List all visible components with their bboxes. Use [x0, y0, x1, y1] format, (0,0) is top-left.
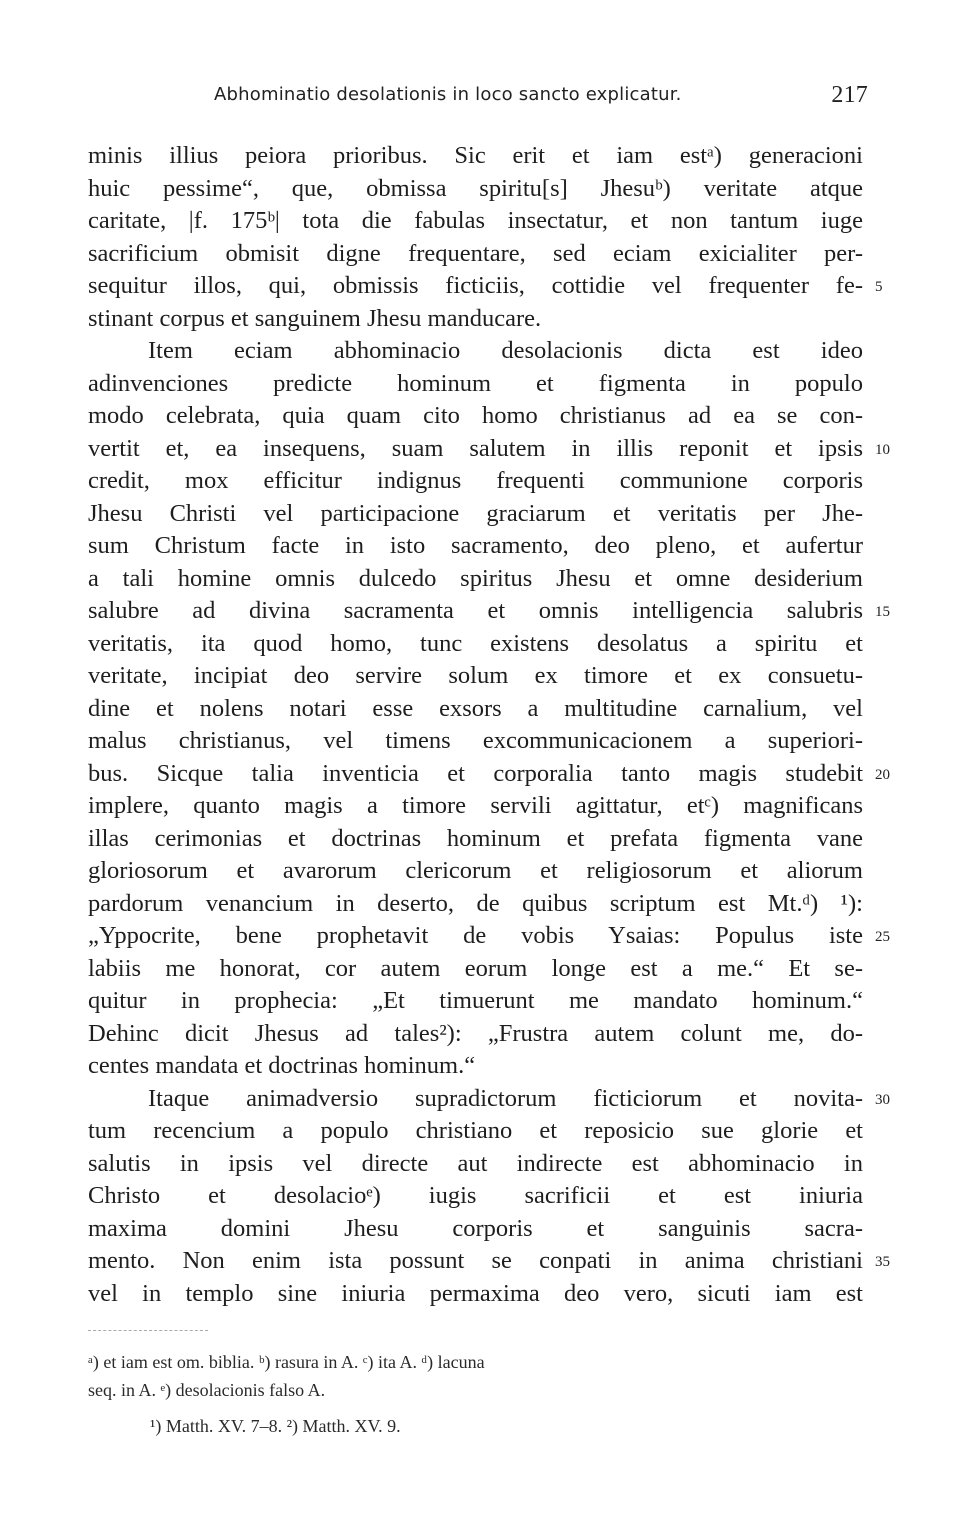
text-line: veritatis, ita quod homo, tunc existens desolatus a spiritu et — [88, 629, 863, 657]
text-line: malus christianus, vel timens excommunicacionem a superiori- — [88, 727, 863, 754]
page-number: 217 — [831, 82, 868, 108]
text-line: salubre ad divina sacramenta et omnis intelligencia salubris — [88, 597, 863, 624]
text-line: labiis me honorat, cor autem eorum longe est a me.“ Et se- — [88, 954, 863, 982]
text-line: a tali homine omnis dulcedo spiritus Jhesu et omne desiderium — [88, 564, 863, 592]
text-line: stinant corpus et sanguinem Jhesu manducare. — [88, 304, 542, 332]
running-head — [150, 82, 880, 112]
text-line: sacrificium obmisit digne frequentare, sed eciam exicialiter per- — [88, 239, 863, 267]
text-line: huic pessime“, que, obmissa spiritu[s] Jhesuᵇ) veritate atque — [88, 174, 863, 202]
footnote-rule — [88, 1330, 208, 1331]
line-number: 30 — [875, 1091, 890, 1108]
footnote-references: ¹) Matth. XV. 7–8. ²) Matth. XV. 9. — [150, 1416, 401, 1436]
text-line: centes mandata et doctrinas hominum.“ — [88, 1052, 476, 1079]
line-number: 10 — [875, 441, 890, 458]
text-line: credit, mox efficitur indignus frequenti communione corporis — [88, 467, 863, 494]
text-line: vertit et, ea insequens, suam salutem in illis reponit et ipsis — [88, 434, 863, 462]
text-line: veritate, incipiat deo servire solum ex timore et ex consuetu- — [88, 662, 863, 689]
text-line: sum Christum facte in isto sacramento, deo pleno, et aufertur — [88, 532, 863, 559]
text-line: vel in templo sine iniuria permaxima deo vero, sicuti iam est — [88, 1279, 863, 1307]
text-line: mento. Non enim ista possunt se conpati in anima christiani — [88, 1247, 863, 1274]
running-title: Abhominatio desolationis in loco sancto explicatur. — [214, 84, 682, 105]
text-line: implere, quanto magis a timore servili agittatur, etᶜ) magnificans — [88, 792, 863, 819]
text-line: modo celebrata, quia quam cito homo christianus ad ea se con- — [88, 402, 863, 429]
text-line: minis illius peiora prioribus. Sic erit et iam estᵃ) generacioni — [88, 142, 863, 169]
line-number: 35 — [875, 1254, 890, 1270]
line-number: 20 — [875, 766, 890, 783]
text-line: salutis in ipsis vel directe aut indirecte est abhominacio in — [88, 1149, 863, 1177]
text-line: „Yppocrite, bene prophetavit de vobis Ysaias: Populus iste — [88, 922, 863, 949]
text-line: tum recencium a populo christiano et reposicio sue glorie et — [88, 1117, 863, 1144]
text-line: adinvenciones predicte hominum et figmenta in populo — [88, 369, 863, 397]
footnotes — [88, 1348, 878, 1404]
text-line: gloriosorum et avarorum clericorum et religiosorum et aliorum — [88, 857, 863, 884]
text-line: Dehinc dicit Jhesus ad tales²): „Frustra autem colunt me, do- — [88, 1019, 863, 1047]
text-line: maxima domini Jhesu corporis et sanguinis sacra- — [88, 1214, 863, 1242]
text-line: pardorum venancium in deserto, de quibus scriptum est Mt.ᵈ) ¹): — [88, 889, 863, 917]
text-line: Itaque animadversio supradictorum ficticiorum et novita- — [148, 1084, 863, 1112]
line-number: 5 — [875, 279, 883, 295]
text-line: Christo et desolacioᵉ) iugis sacrificii et est iniuria — [88, 1182, 863, 1209]
body-text — [88, 140, 863, 1310]
text-line: caritate, |f. 175ᵇ| tota die fabulas insectatur, et non tantum iuge — [88, 207, 863, 234]
text-line: quitur in prophecia: „Et timuerunt me mandato hominum.“ — [88, 987, 863, 1014]
text-line: Item eciam abhominacio desolacionis dicta est ideo — [148, 337, 863, 364]
text-line: Jhesu Christi vel participacione graciarum et veritatis per Jhe- — [88, 499, 863, 527]
footnote-line: ᵃ) et iam est om. biblia. ᵇ) rasura in A. ᶜ) ita A. ᵈ) lacuna — [88, 1352, 485, 1372]
text-line: illas cerimonias et doctrinas hominum et prefata figmenta vane — [88, 824, 863, 852]
text-line: bus. Sicque talia inventicia et corporalia tanto magis studebit — [88, 759, 863, 787]
text-line: sequitur illos, qui, obmissis ficticiis, cottidie vel frequenter fe- — [88, 272, 863, 299]
line-number: 15 — [875, 604, 890, 620]
footnote-line: seq. in A. ᵉ) desolacionis falso A. — [88, 1380, 326, 1400]
line-number: 25 — [875, 929, 890, 945]
text-line: dine et nolens notari esse exsors a multitudine carnalium, vel — [88, 694, 863, 722]
